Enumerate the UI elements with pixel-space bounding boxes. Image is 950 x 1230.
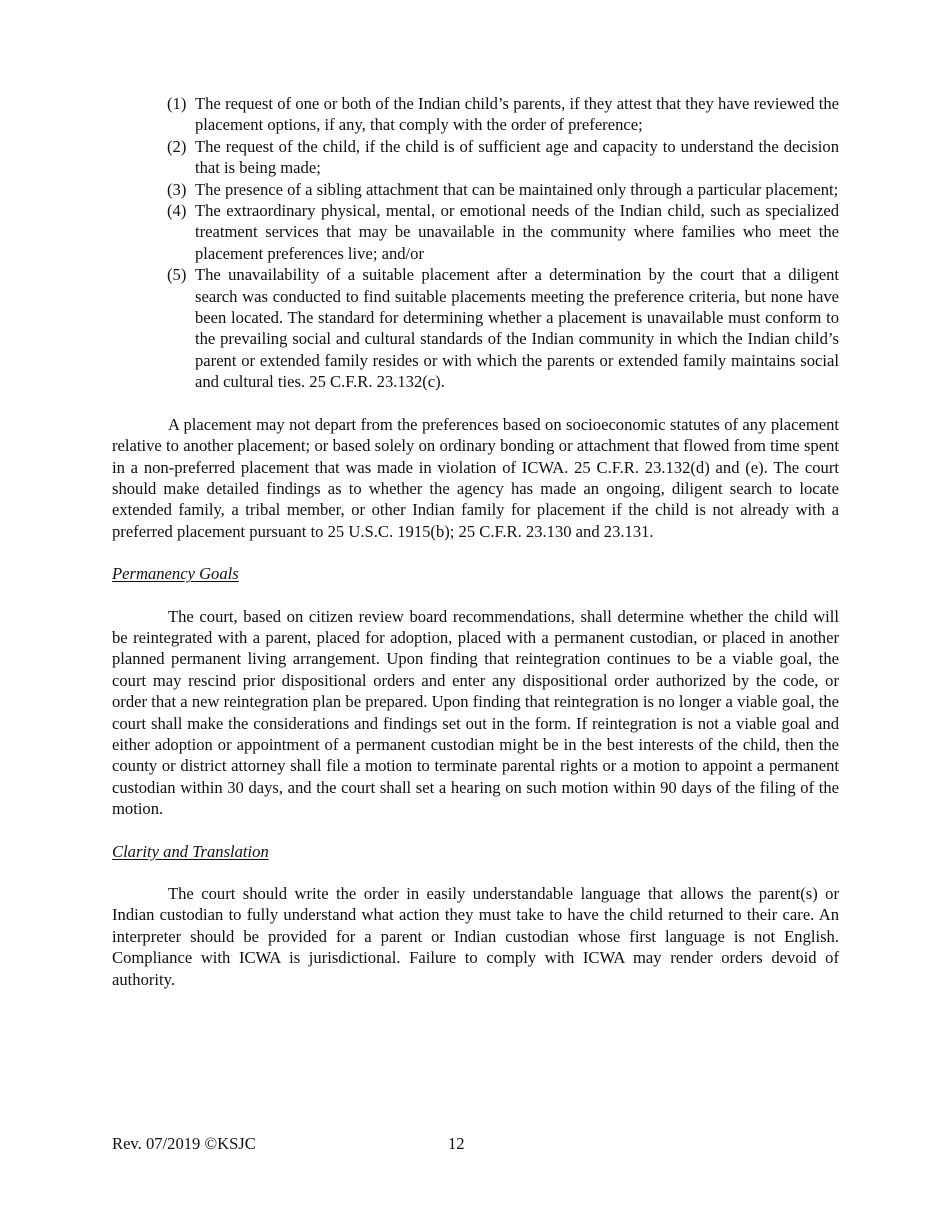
clarity-translation-heading: Clarity and Translation: [112, 841, 269, 861]
list-item-number: (5): [167, 265, 187, 285]
list-item-text: The unavailability of a suitable placement after a determination by the court that a diligent search was conducted to find suitable placements meeting the preference criteria, but none have been located. The standard for determining whether a placement is unavailable must conform to the prevailing social and cultural standards of the Indian community in which the Indian child’s parent or extended family resides or with which the parents or extended family maintains social and cultural ties. 25 C.F.R. 23.132(c).: [195, 265, 839, 392]
list-item-text: The request of one or both of the Indian child’s parents, if they attest that they have reviewed the placement options, if any, that comply with the order of preference;: [195, 94, 839, 135]
list-item-number: (2): [167, 136, 187, 156]
clarity-translation-paragraph: The court should write the order in easily understandable language that allows the parent(s) or Indian custodian to fully understand what action they must take to have the child returned to their care. An interpreter should be provided for a parent or Indian custodian whose first language is not English. Compliance with ICWA is jurisdictional. Failure to comply with ICWA may render orders devoid of authority.: [112, 884, 839, 989]
list-item: [167, 136, 839, 179]
list-item: [167, 264, 839, 392]
list-item-text: The request of the child, if the child is of sufficient age and capacity to understand the decision that is being made;: [195, 136, 839, 178]
placement-paragraph: A placement may not depart from the preferences based on socioeconomic statutes of any placement relative to another placement; or based solely on ordinary bonding or attachment that flowed from time spent in a non-preferred placement that was made in violation of ICWA. 25 C.F.R. 23.132(d) and (e). The court should make detailed findings as to whether the agency has made an ongoing, diligent search to locate extended family, a tribal member, or other Indian family for placement if the child is not already with a preferred placement pursuant to 25 U.S.C. 1915(b); 25 C.F.R. 23.130 and 23.131.: [112, 414, 839, 541]
list-item: [167, 179, 839, 200]
permanency-goals-heading: Permanency Goals: [112, 564, 239, 584]
list-item-text: The extraordinary physical, mental, or emotional needs of the Indian child, such as specialized treatment services that may be unavailable in the community where families who meet the placement preferences live; and/or: [195, 201, 839, 263]
page-number: 12: [448, 1134, 465, 1153]
revision-label: Rev. 07/2019 ©KSJC: [112, 1134, 256, 1153]
list-item-number: (3): [167, 179, 187, 199]
placement-criteria-list: [112, 93, 839, 393]
list-item-number: (4): [167, 201, 187, 221]
list-item: [167, 93, 839, 136]
list-item: [167, 200, 839, 264]
list-item-text: The presence of a sibling attachment that can be maintained only through a particular placement;: [195, 179, 839, 199]
document-page: [112, 93, 839, 990]
list-item-number: (1): [167, 94, 187, 113]
permanency-goals-paragraph: The court, based on citizen review board recommendations, shall determine whether the child will be reintegrated with a parent, placed for adoption, placed with a permanent custodian, or placed in another planned permanent living arrangement. Upon finding that reintegration continues to be a viable goal, the court may rescind prior dispositional orders and enter any dispositional order authorized by the code, or order that a new reintegration plan be prepared. Upon finding that reintegration is no longer a viable goal, the court shall make the considerations and findings set out in the form. If reintegration is not a viable goal and either adoption or appointment of a permanent custodian might be in the best interests of the child, then the county or district attorney shall file a motion to terminate parental rights or a motion to appoint a permanent custodian within 30 days, and the court shall set a hearing on such motion within 90 days of the filing of the motion.: [112, 606, 839, 819]
